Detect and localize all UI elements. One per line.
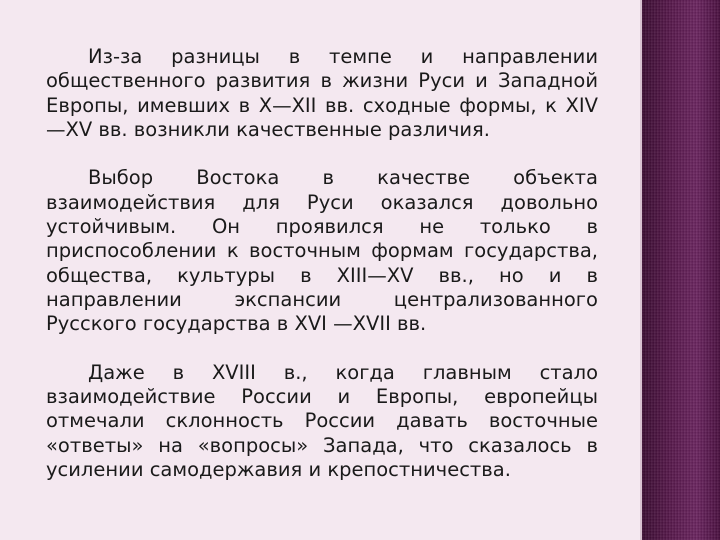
paragraph-1: Из-за разницы в темпе и направлении общественного развития в жизни Руси и Западной Европы, имевших в X—XII вв. сходные формы, к XIV—XV вв. возникли качественные различия. [46,45,598,141]
decorative-side-bar [642,0,720,540]
paragraph-2: Выбор Востока в качестве объекта взаимодействия для Руси оказался довольно устойчивым. Он проявился не только в приспособлении к восточным формам государства, общества, культуры в XIII—XV вв., но и в направлении экспансии централизованного Русского государства в XVI —XVII вв. [46,166,598,336]
paragraph-3: Даже в XVIII в., когда главным стало взаимодействие России и Европы, европейцы отмечали склонность России давать восточные «ответы» на «вопросы» Запада, что сказалось в усилении самодержавия и крепостничества. [46,360,598,482]
text-body [46,45,598,507]
